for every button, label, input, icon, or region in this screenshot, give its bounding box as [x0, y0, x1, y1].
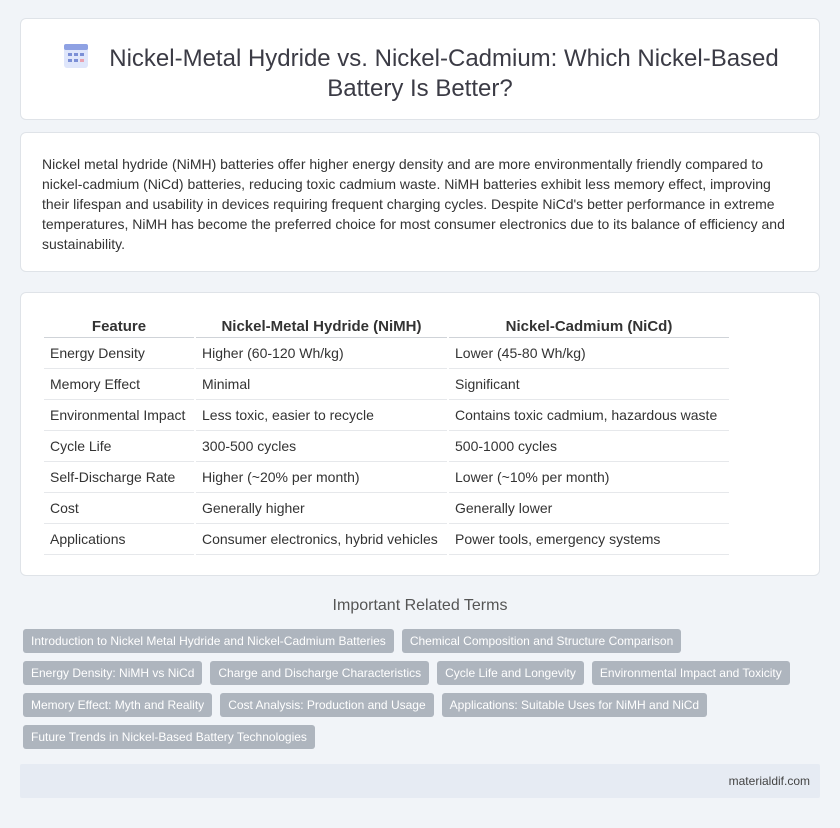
row-nicd: Generally lower — [449, 493, 729, 524]
table-row — [44, 524, 729, 555]
footer-bar — [20, 764, 820, 798]
table-row — [44, 493, 729, 524]
related-term-tag[interactable]: Future Trends in Nickel-Based Battery Technologies — [23, 725, 315, 749]
row-feature: Cost — [44, 493, 194, 524]
table-row — [44, 338, 729, 369]
comparison-card — [20, 292, 820, 576]
row-feature: Memory Effect — [44, 369, 194, 400]
footer-site-link[interactable]: materialdif.com — [728, 774, 810, 788]
table-row — [44, 462, 729, 493]
intro-paragraph: Nickel metal hydride (NiMH) batteries offer higher energy density and are more environmentally friendly compared to nickel-cadmium (NiCd) batteries, reducing toxic cadmium waste. NiMH batteries exhibit less memory effect, improving their lifespan and usability in devices requiring frequent charging cycles. Despite NiCd's better performance in extreme temperatures, NiMH has become the preferred choice for most consumer electronics due to its balance of efficiency and sustainability. — [42, 156, 785, 252]
table-row — [44, 369, 729, 400]
row-nicd: Lower (~10% per month) — [449, 462, 729, 493]
table-row — [44, 431, 729, 462]
related-term-tag[interactable]: Chemical Composition and Structure Comparison — [402, 629, 681, 653]
related-term-tag[interactable]: Memory Effect: Myth and Reality — [23, 693, 212, 717]
row-feature: Self-Discharge Rate — [44, 462, 194, 493]
row-nimh: Consumer electronics, hybrid vehicles — [196, 524, 447, 555]
related-term-tag[interactable]: Introduction to Nickel Metal Hydride and Nickel-Cadmium Batteries — [23, 629, 394, 653]
row-nicd: Lower (45-80 Wh/kg) — [449, 338, 729, 369]
related-term-tag[interactable]: Environmental Impact and Toxicity — [592, 661, 790, 685]
row-nimh: Higher (60-120 Wh/kg) — [196, 338, 447, 369]
related-terms-list — [23, 629, 803, 749]
related-term-tag[interactable]: Cycle Life and Longevity — [437, 661, 584, 685]
row-feature: Cycle Life — [44, 431, 194, 462]
row-feature: Applications — [44, 524, 194, 555]
row-nimh: Higher (~20% per month) — [196, 462, 447, 493]
row-nicd: 500-1000 cycles — [449, 431, 729, 462]
row-nicd: Contains toxic cadmium, hazardous waste — [449, 400, 729, 431]
related-term-tag[interactable]: Cost Analysis: Production and Usage — [220, 693, 433, 717]
related-terms-title: Important Related Terms — [332, 597, 508, 614]
header-feature: Feature — [44, 312, 194, 338]
document-icon — [61, 43, 91, 69]
table-header-row — [44, 312, 729, 338]
intro-card — [20, 132, 820, 272]
page-title: Nickel-Metal Hydride vs. Nickel-Cadmium: Which Nickel-Based Battery Is Better? — [109, 45, 779, 102]
row-nimh: Generally higher — [196, 493, 447, 524]
header-card — [20, 18, 820, 120]
row-nimh: 300-500 cycles — [196, 431, 447, 462]
related-term-tag[interactable]: Charge and Discharge Characteristics — [210, 661, 429, 685]
table-row — [44, 400, 729, 431]
row-nicd: Significant — [449, 369, 729, 400]
related-term-tag[interactable]: Applications: Suitable Uses for NiMH and NiCd — [442, 693, 707, 717]
related-term-tag[interactable]: Energy Density: NiMH vs NiCd — [23, 661, 202, 685]
comparison-table — [42, 312, 731, 555]
header-nicd: Nickel-Cadmium (NiCd) — [449, 312, 729, 338]
row-nimh: Minimal — [196, 369, 447, 400]
page-title-wrap — [61, 43, 779, 104]
row-feature: Environmental Impact — [44, 400, 194, 431]
row-nimh: Less toxic, easier to recycle — [196, 400, 447, 431]
header-nimh: Nickel-Metal Hydride (NiMH) — [196, 312, 447, 338]
row-feature: Energy Density — [44, 338, 194, 369]
row-nicd: Power tools, emergency systems — [449, 524, 729, 555]
